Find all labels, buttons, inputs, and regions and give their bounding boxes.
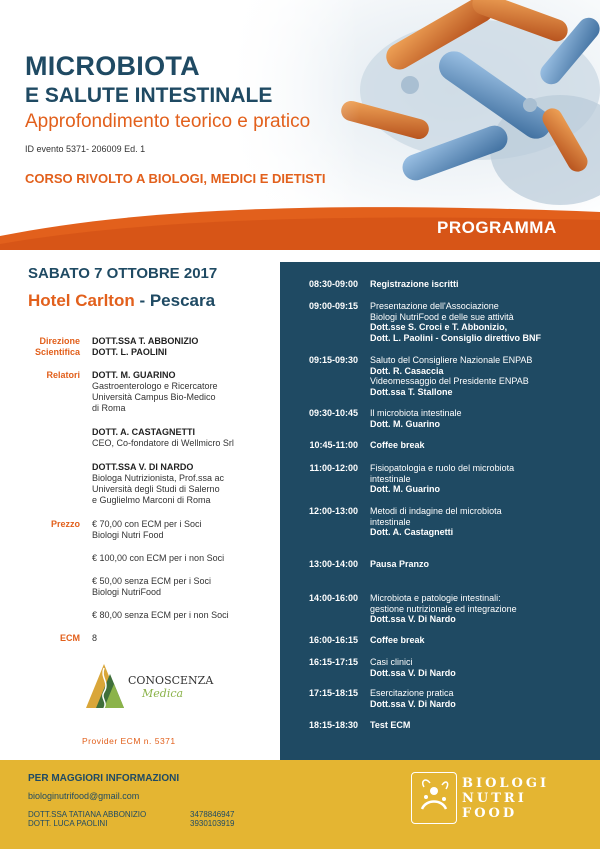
event-venue [28,291,215,311]
program-title: Fisiopatologia e ruolo del microbiota [370,463,515,473]
program-title: Pausa Pranzo [370,559,430,569]
provider-ecm: Provider ECM n. 5371 [82,736,176,746]
bnf-logo-mark [411,772,457,824]
direzione-name-2: DOTT. L. PAOLINI [92,347,167,357]
program-speaker: Dott.ssa V. Di Nardo [370,667,456,678]
subtitle: Approfondimento teorico e pratico [25,111,311,132]
title-line-1: MICROBIOTA [25,51,200,81]
relatore-name: DOTT.SSA V. DI NARDO [92,462,194,472]
relatore-info: Gastroenterologo e Ricercatore [92,381,218,391]
relatore-info: Biologa Nutrizionista, Prof.ssa ac [92,473,225,483]
venue-name: Hotel Carlton [28,291,135,310]
prezzo-line: € 50,00 senza ECM per i Soci [92,576,212,586]
program-title: Presentazione dell'Associazione [370,301,499,311]
footer-email[interactable]: biologinutrifood@gmail.com [28,791,140,801]
program-title: Coffee break [370,635,425,645]
direzione-label [20,336,80,358]
audience-line: CORSO RIVOLTO A BIOLOGI, MEDICI E DIETISTI [25,171,326,186]
bnf-word: BIOLOGI [462,776,550,791]
program-title: Saluto del Consigliere Nazionale ENPAB [370,355,533,365]
program-time: 14:00-16:00 [308,593,358,603]
relatore-info: di Roma [92,403,126,413]
program-title: Test ECM [370,720,411,730]
program-time: 16:00-16:15 [308,635,358,645]
contact-name: DOTT.SSA TATIANA ABBONIZIO [28,810,147,819]
relatore-3 [92,462,272,506]
prezzo-2 [92,553,272,564]
contact-phone[interactable]: 3478846947 [190,810,235,819]
program-title: Metodi di indagine del microbiota [370,506,502,516]
program-time: 08:30-09:00 [308,279,358,289]
ecm-value: 8 [92,633,98,643]
bnf-word: FOOD [462,806,518,821]
program-title: intestinale [370,473,411,484]
contact-name: DOTT. LUCA PAOLINI [28,819,108,828]
prezzo-line: € 70,00 con ECM per i Soci [92,519,202,529]
relatori-label: Relatori [46,370,80,380]
bnf-wordmark [462,776,549,821]
relatore-1 [92,370,272,414]
prezzo-4 [92,610,272,621]
program-title: Coffee break [370,440,425,450]
prezzo-1 [92,519,272,541]
program-title: Registrazione iscritti [370,279,459,289]
program-time: 18:15-18:30 [308,720,358,730]
logo-text-medica: Medica [142,687,184,700]
logo-text-conoscenza: CONOSCENZA [128,674,214,687]
program-time: 09:30-10:45 [308,408,358,418]
relatore-info: Università degli Studi di Salerno [92,484,220,494]
relatore-info: CEO, Co-fondatore di Wellmicro Srl [92,438,234,448]
prezzo-line: Biologi NutriFood [92,587,162,597]
relatore-info: e Guglielmo Marconi di Roma [92,495,211,505]
program-panel [280,262,600,760]
program-time: 17:15-18:15 [308,688,358,698]
direzione-label-line1: Direzione [39,336,80,346]
program-speaker: Dott.ssa T. Stallone [370,386,453,397]
venue-city: Pescara [149,291,216,310]
direzione-name-1: DOTT.SSA T. ABBONIZIO [92,336,199,346]
prezzo-line: € 80,00 senza ECM per i non Soci [92,610,229,620]
relatore-2 [92,427,272,449]
prezzo-line: Biologi Nutri Food [92,530,164,540]
program-speaker: Dott. M. Guarino [370,418,440,429]
relatore-info: Università Campus Bio-Medico [92,392,216,402]
program-speaker: Dott.ssa V. Di Nardo [370,698,456,709]
program-title: Casi clinici [370,657,413,667]
program-time: 11:00-12:00 [309,463,358,473]
program-speaker: Dott.sse S. Croci e T. Abbonizio, [370,322,508,332]
program-speaker: Dott. L. Paolini - Consiglio direttivo BNF [370,332,541,343]
program-speaker: Dott. R. Casaccia [370,365,444,376]
program-time: 12:00-13:00 [308,506,358,516]
relatore-name: DOTT. A. CASTAGNETTI [92,427,195,437]
program-title: gestione nutrizionale ed integrazione [370,603,517,614]
bnf-word: NUTRI [462,791,527,806]
conoscenza-medica-logo [82,660,222,710]
program-title: Biologi NutriFood e delle sue attività [370,311,514,322]
program-speaker: Dott.ssa V. Di Nardo [370,614,456,624]
contact-phone[interactable]: 3930103919 [190,819,235,828]
program-title: intestinale [370,516,411,527]
title-line-2: E SALUTE INTESTINALE [25,84,273,107]
hero-section [0,0,600,225]
event-date: SABATO 7 OTTOBRE 2017 [28,265,218,282]
program-title: Il microbiota intestinale [370,408,462,418]
program-time: 09:15-09:30 [308,355,358,365]
prezzo-line: € 100,00 con ECM per i non Soci [92,553,225,563]
relatore-name: DOTT. M. GUARINO [92,370,176,380]
footer-title: PER MAGGIORI INFORMAZIONI [28,773,180,784]
prezzo-label: Prezzo [50,519,80,529]
direzione-label-line2: Scientifica [34,347,80,357]
venue-separator: - [134,291,150,310]
leaf-person-icon [412,773,456,823]
programma-heading: PROGRAMMA [437,218,557,237]
program-time: 16:15-17:15 [308,657,358,667]
prezzo-3 [92,576,272,598]
program-speaker: Dott. M. Guarino [370,484,440,494]
event-id: ID evento 5371- 206009 Ed. 1 [25,144,146,154]
program-time: 10:45-11:00 [309,440,358,450]
program-title: Videomessaggio del Presidente ENPAB [370,376,529,386]
program-time: 09:00-09:15 [308,301,358,311]
program-title: Microbiota e patologie intestinali: [370,593,501,603]
direzione-values [92,336,272,358]
program-title: Esercitazione pratica [370,688,454,698]
program-speaker: Dott. A. Castagnetti [370,527,454,537]
program-time: 13:00-14:00 [308,559,358,569]
ecm-label: ECM [60,633,80,643]
